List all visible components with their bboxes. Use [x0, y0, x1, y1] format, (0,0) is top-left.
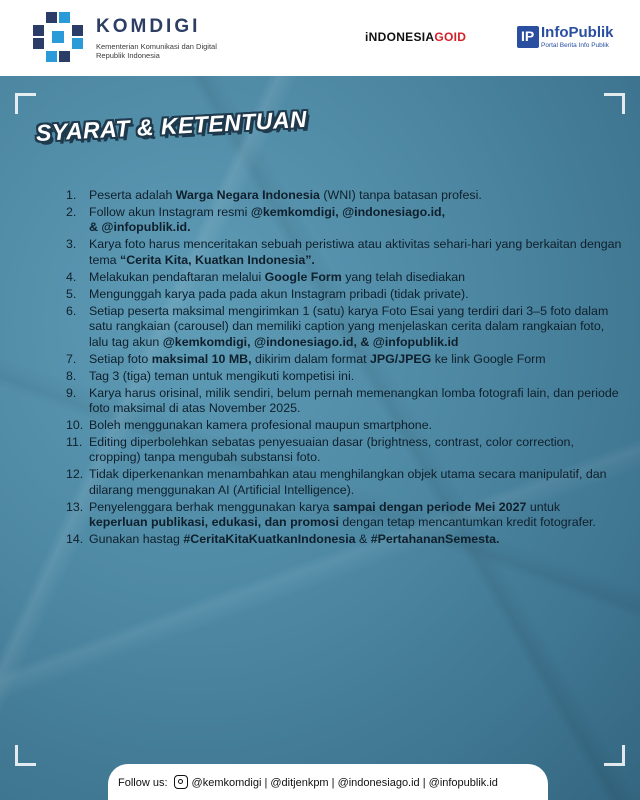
rule-item [62, 205, 622, 236]
rule-text: Tidak diperkenankan menambahkan atau menghilangkan objek utama secara manipulatif, dan dilarang menggunakan AI (Artificial Intelligence). [89, 467, 607, 497]
rule-text: Google Form [264, 269, 342, 284]
rule-text: Warga Negara Indonesia [175, 188, 320, 202]
rule-number: 6. [66, 303, 77, 318]
rule-item [62, 270, 622, 285]
rule-text: maksimal 10 MB, [151, 351, 252, 366]
rule-text: yang telah disediakan [341, 269, 466, 284]
rule-text: sampai dengan periode Mei 2027 [332, 499, 527, 514]
rule-number: 9. [66, 385, 77, 400]
follow-us [118, 775, 498, 789]
rule-text: “Cerita Kita, Kuatkan Indonesia”. [120, 252, 315, 267]
rule-text: JPG/JPEG [370, 351, 432, 366]
rule-text: Karya harus orisinal, milik sendiri, belum pernah memenangkan lomba fotografi lain, dan periode foto maksimal di atas November 2025. [89, 385, 619, 416]
rule-item [62, 500, 622, 531]
social-handles: @kemkomdigi | @ditjenkpm | @indonesiago.id | @infopublik.id [191, 777, 498, 789]
rule-number: 2. [66, 205, 77, 219]
rule-text: Tag 3 (tiga) teman untuk mengikuti kompetisi ini. [89, 368, 355, 383]
rule-text: Peserta adalah [89, 188, 176, 202]
rule-number: 5. [66, 286, 77, 301]
rule-number: 11. [66, 435, 83, 450]
rule-item [62, 188, 622, 203]
rule-item [62, 435, 622, 466]
rule-text: @kemkomdigi, @indonesiago.id, [250, 205, 446, 219]
rule-item [62, 304, 622, 350]
rule-text: untuk [526, 499, 561, 514]
rule-number: 8. [66, 368, 77, 383]
rule-item [62, 467, 622, 498]
rule-text: Follow akun Instagram resmi [89, 205, 251, 219]
rule-text: Penyelenggara berhak menggunakan karya [89, 499, 333, 514]
rule-text: Setiap peserta maksimal mengirimkan 1 (satu) karya Foto Esai yang terdiri dari 3–5 foto dalam satu rangkaian (carousel) dan memiliki caption yang menjelaskan cerita dalam rangkaian foto, lalu tag akun [89, 303, 609, 349]
komdigi-logo-icon [32, 9, 90, 65]
frame-corner-top-right [604, 93, 625, 114]
instagram-icon [174, 775, 188, 789]
rule-text: & @infopublik.id. [89, 220, 191, 235]
rule-number: 4. [66, 269, 77, 284]
rule-text: Editing diperbolehkan sebatas penyesuaian dasar (brightness, contrast, color correction, cropping) tanpa mengubah substansi foto. [89, 435, 574, 465]
rule-text: keperluan publikasi, edukasi, dan promosi [89, 515, 339, 530]
footer-bar [108, 764, 548, 800]
rule-number: 10. [66, 418, 84, 433]
rule-text: Setiap foto [89, 351, 152, 366]
rule-text: Karya foto harus menceritakan sebuah peristiwa atau aktivitas sehari-hari yang berkaitan dengan tema [89, 237, 622, 267]
rule-number: 3. [66, 237, 77, 252]
rule-text: ke link Google Form [431, 351, 546, 366]
rule-item [62, 287, 622, 302]
rule-item [62, 352, 622, 367]
rule-number: 7. [66, 351, 77, 366]
rule-number: 12. [66, 467, 84, 482]
rule-text: Boleh menggunakan kamera profesional maupun smartphone. [89, 418, 433, 433]
rule-text: @kemkomdigi, @indonesiago.id, & @infopublik.id [162, 334, 459, 349]
rule-text: (WNI) tanpa batasan profesi. [319, 188, 482, 202]
follow-label: Follow us: [118, 777, 168, 789]
rule-text: & [355, 532, 371, 547]
brand-subtitle: Kementerian Komunikasi dan Digital Republik Indonesia [96, 42, 217, 60]
rule-text: #CeritaKitaKuatkanIndonesia [183, 532, 356, 547]
rule-item [62, 237, 622, 268]
rule-text: dengan tetap mencantumkan kredit fotografer. [338, 515, 596, 530]
rule-item [62, 386, 622, 417]
indonesiago-logo: iNDONESIAGOID [365, 30, 467, 44]
page-title: SYARAT & KETENTUAN [35, 105, 308, 146]
frame-corner-top-left [15, 93, 36, 114]
infopublik-tagline: Portal Berita Info Publik [541, 42, 609, 49]
rule-number: 13. [66, 499, 84, 514]
rule-text: Melakukan pendaftaran melalui [89, 269, 265, 284]
rules-list [62, 188, 622, 549]
rule-item [62, 369, 622, 384]
infopublik-name: InfoPublik [541, 24, 614, 41]
header-bar [0, 0, 640, 76]
rule-item [62, 532, 622, 547]
rule-text: #PertahananSemesta. [370, 532, 500, 547]
rule-text: Gunakan hastag [89, 532, 184, 547]
frame-corner-bottom-right [604, 745, 625, 766]
rule-text: Mengunggah karya pada pada akun Instagram pribadi (tidak private). [89, 286, 469, 301]
rule-item [62, 418, 622, 433]
brand-name: KOMDIGI [96, 16, 201, 37]
rule-number: 14. [66, 532, 84, 547]
frame-corner-bottom-left [15, 745, 36, 766]
rule-text: dikirim dalam format [251, 351, 370, 366]
infopublik-logo-icon: IP [517, 26, 539, 48]
rule-number: 1. [66, 188, 77, 202]
